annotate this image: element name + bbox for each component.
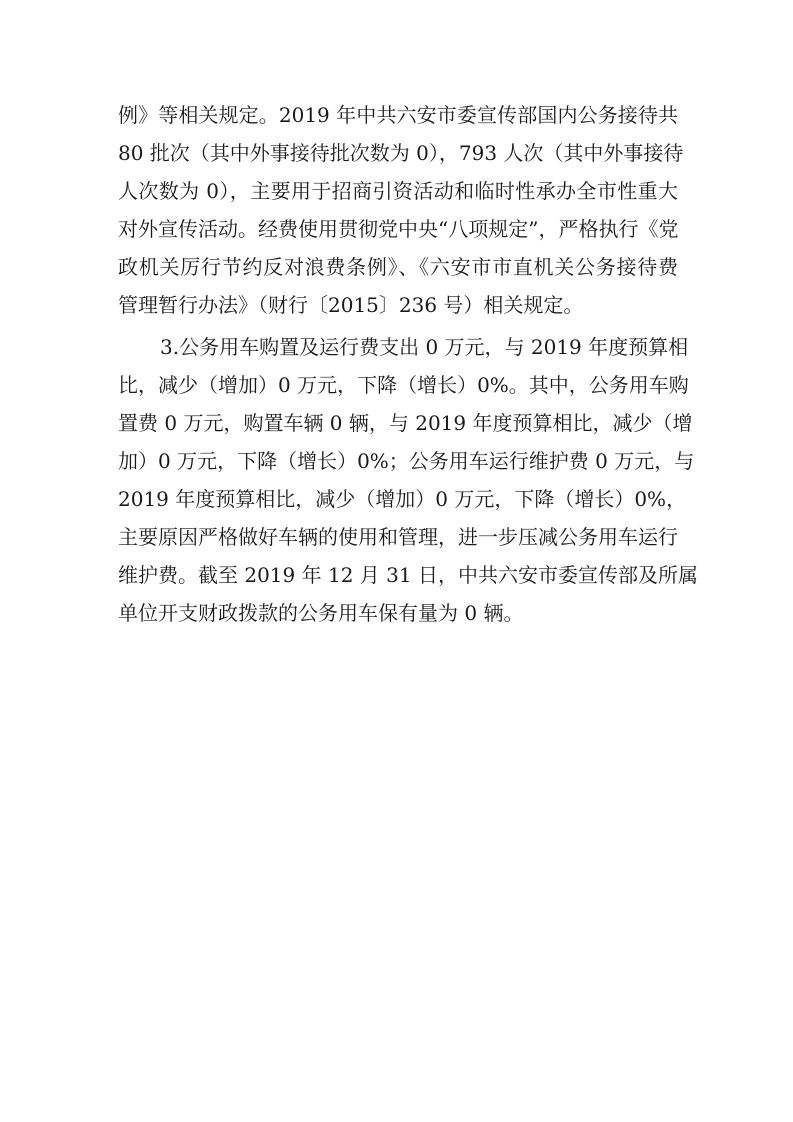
text-line: 政机关厉行节约反对浪费条例》、《六安市市直机关公务接待费: [118, 255, 678, 279]
text-line: 管理暂行办法》（财行〔2015〕236 号）相关规定。: [118, 293, 584, 317]
paragraph-reception-expenses: [118, 96, 684, 324]
text-line: 人次数为 0），主要用于招商引资活动和临时性承办全市性重大: [118, 179, 678, 203]
text-line: 单位开支财政拨款的公务用车保有量为 0 辆。: [118, 601, 524, 625]
text-line: 3.公务用车购置及运行费支出 0 万元，与 2019 年度预算相: [160, 335, 689, 359]
text-line: 2019 年度预算相比，减少（增加）0 万元，下降（增长）0%，: [118, 487, 687, 511]
text-line: 置费 0 万元，购置车辆 0 辆，与 2019 年度预算相比，减少（增: [118, 411, 693, 435]
text-line: 对外宣传活动。经费使用贯彻党中央“八项规定”，严格执行《党: [118, 217, 679, 241]
paragraph-vehicle-expenses: [118, 328, 698, 632]
text-line: 例》等相关规定。2019 年中共六安市委宣传部国内公务接待共: [118, 103, 678, 127]
text-line: 加）0 万元，下降（增长）0%；公务用车运行维护费 0 万元，与: [118, 449, 695, 473]
text-line: 比，减少（增加）0 万元，下降（增长）0%。其中，公务用车购: [118, 373, 689, 397]
text-line: 80 批次（其中外事接待批次数为 0），793 人次（其中外事接待: [118, 141, 684, 165]
document-body: [118, 96, 698, 632]
text-line: 维护费。截至 2019 年 12 月 31 日，中共六安市委宣传部及所属: [118, 563, 698, 587]
text-line: 主要原因严格做好车辆的使用和管理，进一步压减公务用车运行: [118, 525, 678, 549]
